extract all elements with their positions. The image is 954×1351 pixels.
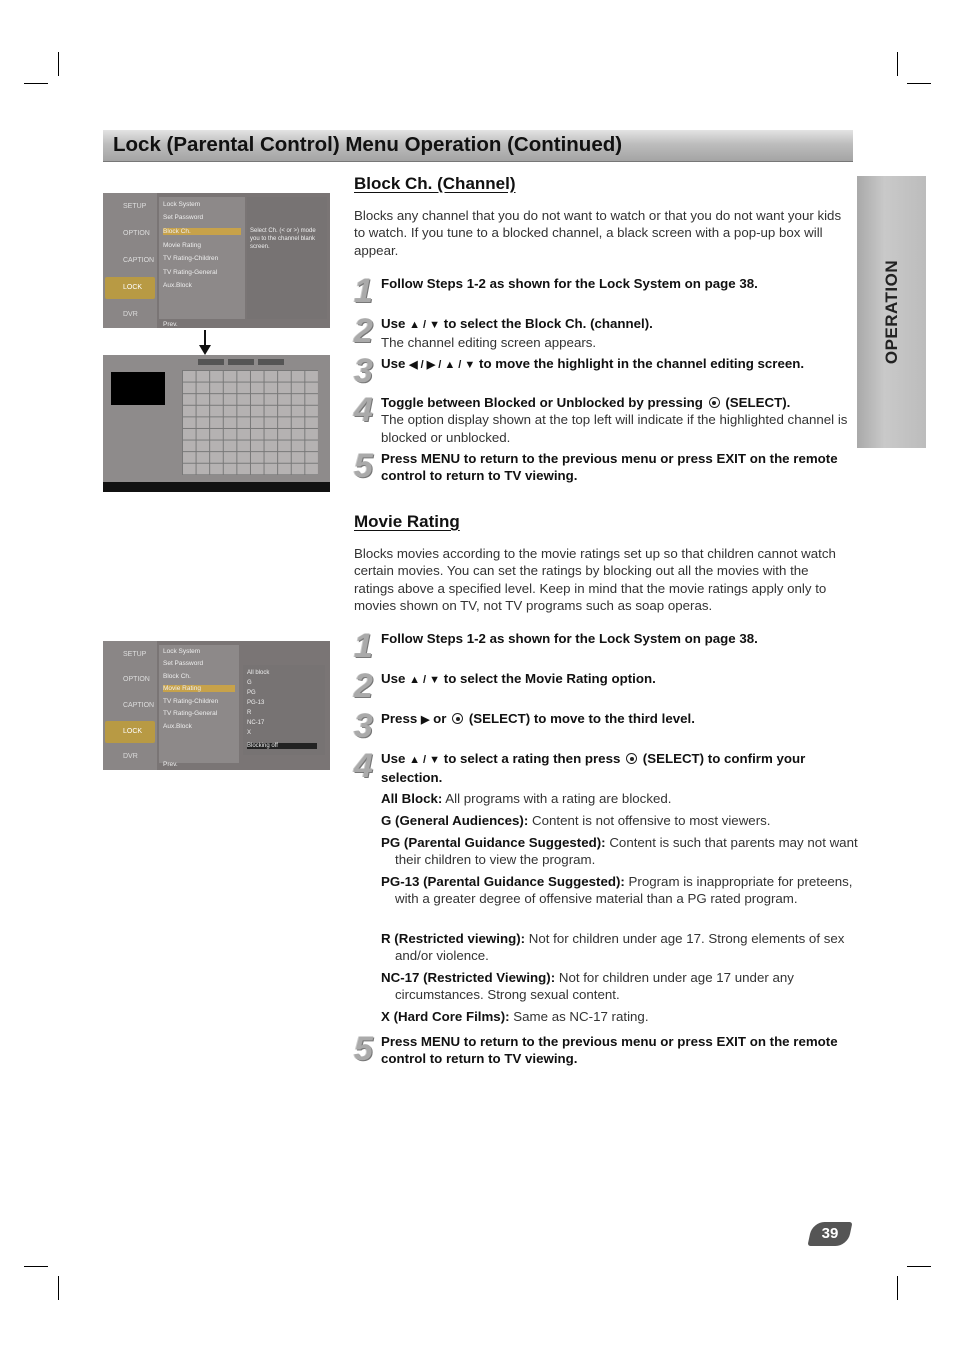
step-note: The option display shown at the top left will indicate if the highlighted channel is blocked or unblocked. xyxy=(381,412,848,445)
step-number: 1 xyxy=(354,272,371,310)
rating-definition xyxy=(381,1008,863,1025)
crop-mark xyxy=(58,1276,59,1300)
block-ch-step-4 xyxy=(354,391,848,446)
rating-definition xyxy=(381,969,863,1004)
rating-term: G (General Audiences): xyxy=(381,813,529,828)
rating-definition xyxy=(381,873,863,908)
submenu-item: TV Rating-Children xyxy=(163,698,219,705)
step-text: Use xyxy=(381,751,406,766)
step-number: 2 xyxy=(354,667,371,705)
direction-arrow-icons: ◀ / ▶ / ▲ / ▼ xyxy=(409,359,476,371)
menu-option: OPTION xyxy=(123,230,150,237)
rating-desc: All programs with a rating are blocked. xyxy=(445,791,672,806)
up-down-arrow-icons: ▲ / ▼ xyxy=(409,754,441,766)
step-text: (SELECT). xyxy=(725,395,791,410)
step-number: 1 xyxy=(354,627,371,665)
page-number-badge xyxy=(807,1222,852,1246)
menu-option: OPTION xyxy=(123,676,150,683)
step-number: 2 xyxy=(354,312,371,350)
submenu-item-selected: Movie Rating xyxy=(163,685,235,692)
block-ch-intro: Blocks any channel that you do not want to watch or that you do not want your kids to watch. If you tune to a blocked channel, a black screen with a pop-up box will appear. xyxy=(354,208,842,258)
menu-dvr: DVR xyxy=(123,311,138,318)
channel-preview-black xyxy=(111,372,165,405)
hint-panel xyxy=(247,197,327,319)
section-heading-movie-rating: Movie Rating xyxy=(354,512,460,531)
step-number: 5 xyxy=(354,447,371,485)
submenu-item: Set Password xyxy=(163,214,204,221)
rating-desc: Same as NC-17 rating. xyxy=(513,1009,649,1024)
rating-option: NC-17 xyxy=(247,720,265,726)
rating-definition xyxy=(381,812,863,829)
page-title: Lock (Parental Control) Menu Operation (Continued) xyxy=(113,133,623,156)
menu-dvr: DVR xyxy=(123,753,138,760)
rating-panel xyxy=(243,665,325,755)
movie-rating-step-2 xyxy=(354,667,848,705)
step-text: or xyxy=(433,711,447,726)
page-title-bar xyxy=(103,130,853,162)
section-heading-block-ch: Block Ch. (Channel) xyxy=(354,174,516,193)
rating-definition xyxy=(381,930,863,965)
crop-mark xyxy=(897,1276,898,1300)
step-text: Use xyxy=(381,316,406,331)
movie-rating-step-4 xyxy=(354,747,848,787)
submenu-item: Lock System xyxy=(163,648,201,655)
movie-rating-step-5 xyxy=(354,1030,848,1068)
submenu-item: Block Ch. xyxy=(163,673,191,680)
step-text: (SELECT) to move to the third level. xyxy=(468,711,695,726)
movie-rating-intro: Blocks movies according to the movie ratings set up so that children cannot watch certain movies. You can set the ratings by blocking out all the movies with the ratings above a specified level. Keep in mind that the movie ratings apply only to movies shown on TV, not TV programs such as soap operas. xyxy=(354,546,836,613)
submenu-item: Aux.Block xyxy=(163,723,192,730)
crop-mark xyxy=(907,1266,931,1267)
rating-desc: Not for children under age 17 under any circumstances. Strong sexual content. xyxy=(395,970,794,1003)
select-button-icon xyxy=(452,713,463,724)
rating-option: PG xyxy=(247,690,256,696)
rating-term: R (Restricted viewing): xyxy=(381,931,526,946)
section-side-tab xyxy=(857,176,926,448)
step-text: to select the Movie Rating option. xyxy=(443,671,656,686)
crop-mark xyxy=(24,83,48,84)
lock-menu-screenshot-block-ch xyxy=(103,193,330,328)
submenu-item: Set Password xyxy=(163,660,204,667)
channel-grid xyxy=(182,370,318,475)
down-arrow-icon xyxy=(204,330,206,348)
menu-lock: LOCK xyxy=(105,721,155,743)
submenu-item: Movie Rating xyxy=(163,242,201,249)
rating-desc: Content is such that parents may not want their children to view the program. xyxy=(395,835,858,868)
menu-lock: LOCK xyxy=(105,277,155,299)
footer-hint: Prev. xyxy=(163,761,178,768)
rating-option: X xyxy=(247,730,252,736)
step-text: Press MENU to return to the previous menu or press EXIT on the remote control to return to TV viewing. xyxy=(381,451,838,484)
step-text: Press MENU to return to the previous menu or press EXIT on the remote control to return to TV viewing. xyxy=(381,1034,838,1067)
block-ch-step-3 xyxy=(354,352,848,390)
step-text: (SELECT) to confirm your selection. xyxy=(381,751,806,786)
menu-setup: SETUP xyxy=(123,651,147,658)
step-text: Use xyxy=(381,356,406,371)
block-ch-step-2 xyxy=(354,312,848,352)
tab-marker xyxy=(228,359,254,365)
rating-option: All block xyxy=(247,670,270,676)
rating-term: X (Hard Core Films): xyxy=(381,1009,510,1024)
tab-marker xyxy=(258,359,284,365)
rating-desc: Not for children under age 17. Strong elements of sex and/or violence. xyxy=(395,931,845,964)
submenu-item: Lock System xyxy=(163,201,201,208)
rating-desc: Content is not offensive to most viewers. xyxy=(532,813,771,828)
submenu-item: TV Rating-General xyxy=(163,710,218,717)
screen-footer-bar xyxy=(103,482,330,492)
lock-submenu xyxy=(159,645,239,768)
rating-term: PG-13 (Parental Guidance Suggested): xyxy=(381,874,625,889)
step-note: The channel editing screen appears. xyxy=(381,335,597,351)
rating-desc: Program is inappropriate for preteens, with a greater degree of offensive material than a PG rated program. xyxy=(395,874,853,907)
step-number: 3 xyxy=(354,707,371,745)
rating-option: G xyxy=(247,680,252,686)
select-button-icon xyxy=(626,753,637,764)
menu-setup: SETUP xyxy=(123,203,147,210)
crop-mark xyxy=(897,52,898,76)
hint-text: Select Ch. (< or >) mode you to the channel blank screen. xyxy=(250,228,316,250)
crop-mark xyxy=(58,52,59,76)
main-menu-column xyxy=(103,193,157,328)
rating-option: R xyxy=(247,710,252,716)
tab-marker xyxy=(198,359,224,365)
up-down-arrow-icons: ▲ / ▼ xyxy=(409,674,441,686)
movie-rating-step-3 xyxy=(354,707,848,745)
step-text: Toggle between Blocked or Unblocked by pressing xyxy=(381,395,703,410)
rating-term: PG (Parental Guidance Suggested): xyxy=(381,835,606,850)
rating-definition xyxy=(381,790,863,807)
right-arrow-icon: ▶ xyxy=(420,714,430,726)
rating-term: NC-17 (Restricted Viewing): xyxy=(381,970,556,985)
block-ch-step-5 xyxy=(354,447,848,485)
step-text: Follow Steps 1-2 as shown for the Lock System on page 38. xyxy=(381,631,758,646)
submenu-item: TV Rating-General xyxy=(163,269,218,276)
submenu-item: TV Rating-Children xyxy=(163,255,219,262)
submenu-item-selected: Block Ch. xyxy=(163,228,241,235)
submenu-item: Aux.Block xyxy=(163,282,192,289)
rating-status: Blocking off xyxy=(247,743,317,749)
movie-rating-step-1 xyxy=(354,627,848,665)
step-text: Use xyxy=(381,671,406,686)
main-menu-column xyxy=(103,641,157,770)
menu-caption: CAPTION xyxy=(123,257,155,264)
step-number: 5 xyxy=(354,1030,371,1068)
rating-definition xyxy=(381,834,863,869)
menu-caption: CAPTION xyxy=(123,702,155,709)
step-number: 4 xyxy=(354,747,371,785)
lock-submenu xyxy=(159,197,245,328)
step-text: Press xyxy=(381,711,418,726)
rating-option: PG-13 xyxy=(247,700,265,706)
crop-mark xyxy=(24,1266,48,1267)
step-text: to select the Block Ch. (channel). xyxy=(443,316,653,331)
channel-edit-screenshot xyxy=(103,355,330,492)
page-number: 39 xyxy=(821,1225,839,1242)
step-text: to select a rating then press xyxy=(443,751,621,766)
step-number: 3 xyxy=(354,352,371,390)
block-ch-step-1 xyxy=(354,272,848,310)
step-text: to move the highlight in the channel editing screen. xyxy=(479,356,805,371)
rating-term: All Block: xyxy=(381,791,443,806)
lock-menu-screenshot-movie-rating xyxy=(103,641,330,770)
footer-hint: Prev. xyxy=(163,321,178,328)
step-number: 4 xyxy=(354,391,371,429)
step-text: Follow Steps 1-2 as shown for the Lock System on page 38. xyxy=(381,276,758,291)
up-down-arrow-icons: ▲ / ▼ xyxy=(409,319,441,331)
crop-mark xyxy=(907,83,931,84)
select-button-icon xyxy=(709,397,720,408)
side-tab-label: OPERATION xyxy=(881,259,901,365)
